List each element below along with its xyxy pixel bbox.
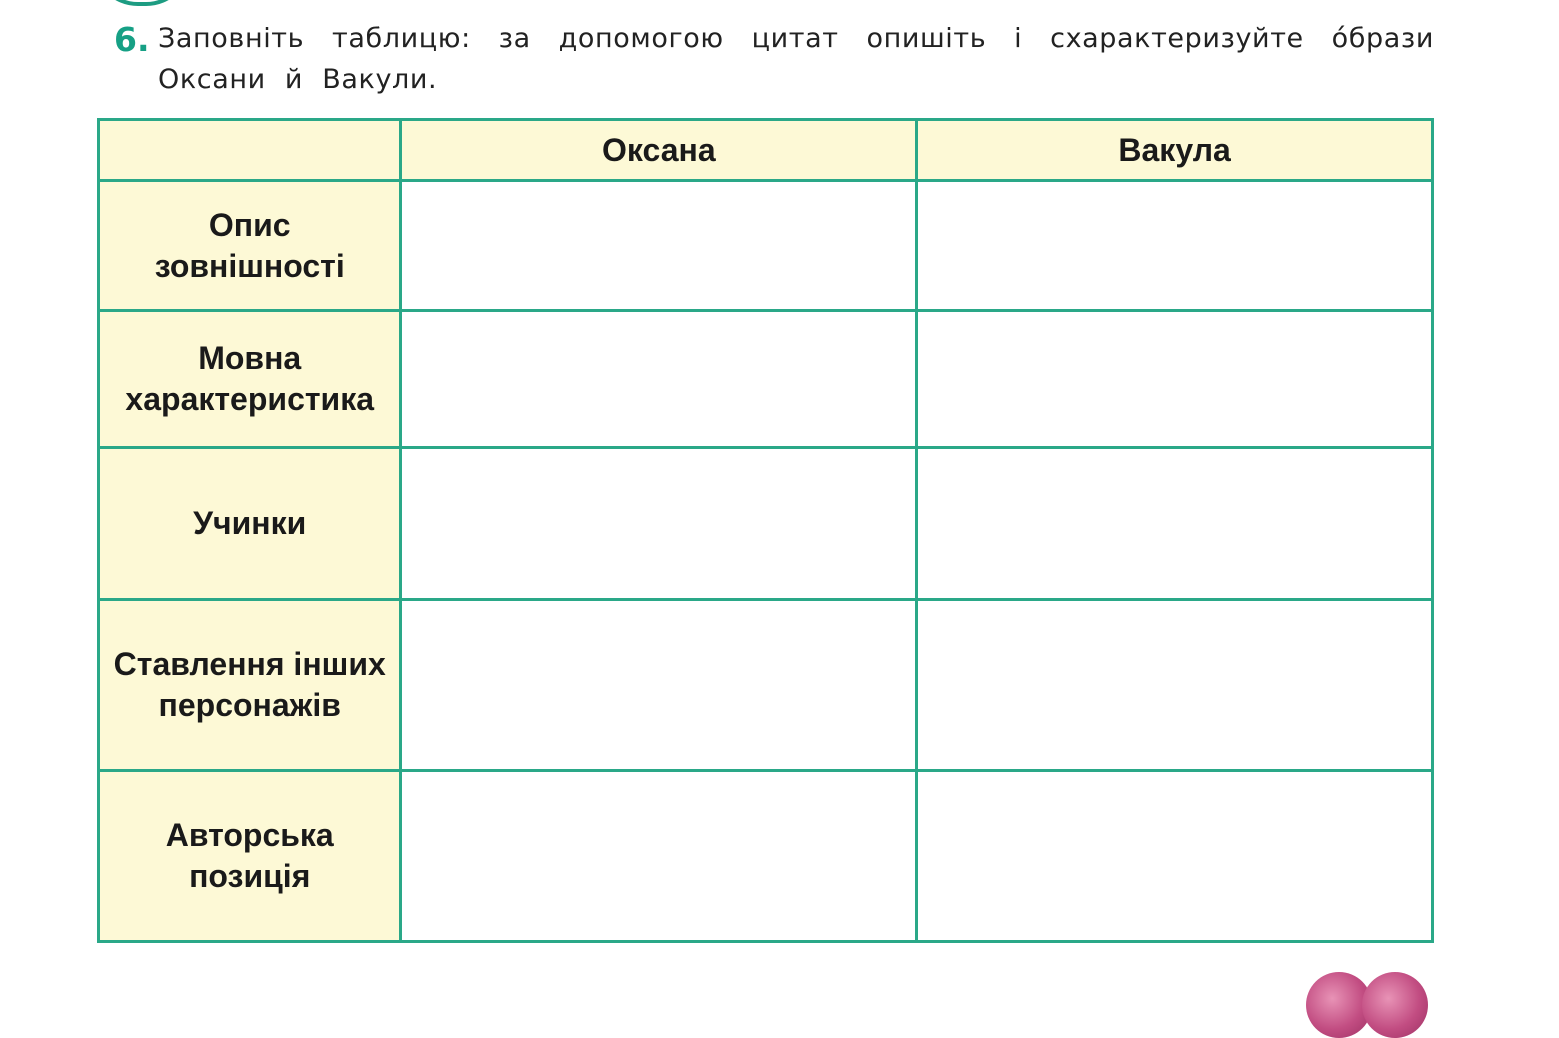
row-label-line: Авторська bbox=[165, 817, 334, 853]
row-label-line: Ставлення інших bbox=[113, 646, 386, 682]
table-row bbox=[99, 600, 1433, 771]
answer-cell-vakula[interactable] bbox=[917, 771, 1433, 942]
answer-cell-vakula[interactable] bbox=[917, 311, 1433, 448]
answer-cell-oksana[interactable] bbox=[401, 448, 917, 600]
row-label-line: персонажів bbox=[158, 687, 341, 723]
task-text bbox=[158, 18, 1434, 100]
decorative-circle-icon bbox=[1362, 972, 1428, 1038]
row-label-appearance bbox=[99, 181, 401, 311]
table-row bbox=[99, 311, 1433, 448]
answer-cell-oksana[interactable] bbox=[401, 600, 917, 771]
row-label-author-position bbox=[99, 771, 401, 942]
row-label-line: Мовна bbox=[198, 340, 302, 376]
answer-cell-vakula[interactable] bbox=[917, 600, 1433, 771]
task-text-line-2: Оксани й Вакули. bbox=[158, 64, 438, 95]
row-label-line: зовнішності bbox=[154, 247, 345, 284]
answer-cell-vakula[interactable] bbox=[917, 448, 1433, 600]
row-label-others-attitude bbox=[99, 600, 401, 771]
header-oksana: Оксана bbox=[401, 120, 917, 181]
table-row bbox=[99, 771, 1433, 942]
row-label-speech bbox=[99, 311, 401, 448]
table-row bbox=[99, 448, 1433, 600]
characters-table bbox=[97, 118, 1434, 943]
task-instruction bbox=[114, 18, 1434, 100]
task-number: 6. bbox=[114, 20, 150, 59]
header-corner-cell bbox=[99, 120, 401, 181]
row-label-line: позиція bbox=[189, 858, 311, 894]
header-vakula: Вакула bbox=[917, 120, 1433, 181]
decorative-arc bbox=[92, 0, 192, 6]
row-label-line: Учинки bbox=[193, 505, 307, 541]
answer-cell-vakula[interactable] bbox=[917, 181, 1433, 311]
answer-cell-oksana[interactable] bbox=[401, 771, 917, 942]
task-text-line-1: Заповніть таблицю: за допомогою цитат опишіть і схарактеризуйте о́брази bbox=[158, 23, 1434, 54]
answer-cell-oksana[interactable] bbox=[401, 181, 917, 311]
row-label-line: Опис bbox=[208, 206, 291, 243]
answer-cell-oksana[interactable] bbox=[401, 311, 917, 448]
table-header-row bbox=[99, 120, 1433, 181]
row-label-actions bbox=[99, 448, 401, 600]
row-label-line: характеристика bbox=[125, 381, 375, 417]
table-row bbox=[99, 181, 1433, 311]
